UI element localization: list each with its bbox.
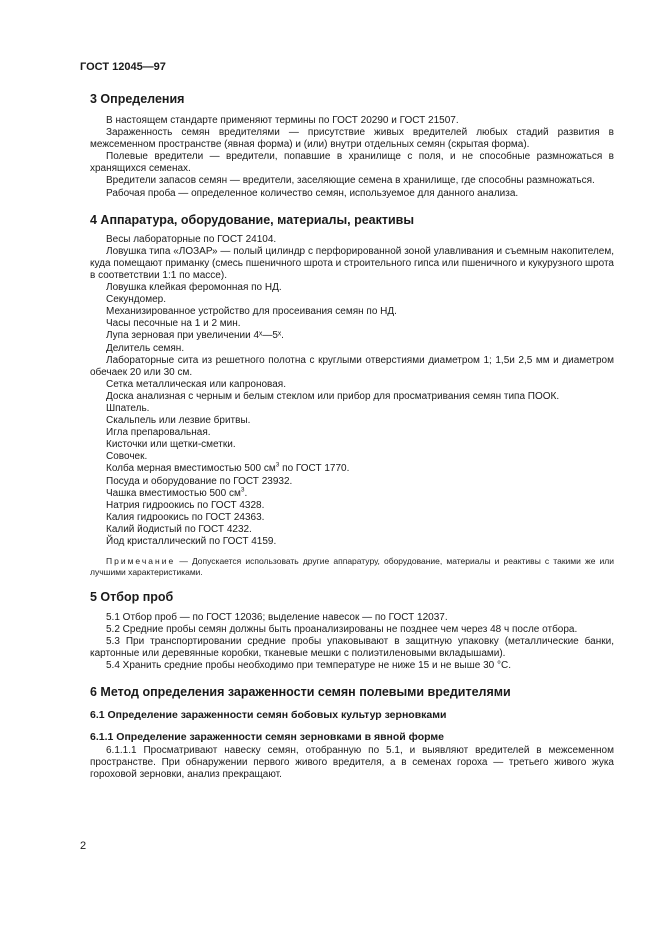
s3-paragraph: Вредители запасов семян — вредители, заселяющие семена в хранилище, где способны размножаться. — [106, 175, 595, 187]
s4-item: Секундомер. — [106, 294, 166, 306]
s4-item: Лупа зерновая при увеличении 4ˣ—5ˣ. — [106, 330, 284, 342]
chashka-text: Чашка вместимостью 500 см — [106, 487, 241, 499]
section-3-heading: 3 Определения — [90, 92, 185, 106]
s4-item: Делитель семян. — [106, 342, 185, 354]
kolba-text: Колба мерная вместимостью 500 см — [106, 463, 276, 475]
s5-paragraph: 5.3 При транспортировании средние пробы упаковывают в защитную упаковку (металлические банки, картонные или деревянные коробки, тканевые мешки с полиэтиленовыми вкладышами). — [90, 636, 614, 660]
section-6-heading: 6 Метод определения зараженности семян полевыми вредителями — [90, 684, 511, 699]
s4-item: Шпатель. — [106, 402, 150, 414]
subsection-6-1-heading: 6.1 Определение зараженности семян бобовых культур зерновками — [90, 708, 447, 721]
s4-item: Игла препаровальная. — [106, 427, 211, 439]
s4-item: Доска анализная с черным и белым стеклом или прибор для просматривания семян типа ПООК. — [106, 390, 560, 402]
s3-paragraph: В настоящем стандарте применяют термины по ГОСТ 20290 и ГОСТ 21507. — [106, 115, 459, 126]
section-4-heading: 4 Аппаратура, оборудование, материалы, реактивы — [90, 212, 415, 227]
s4-item: Лабораторные сита из решетного полотна с круглыми отверстиями диаметром 1; 1,5и 2,5 мм и диаметром обечаек 20 или 30 см. — [90, 354, 614, 378]
s4-item: Посуда и оборудование по ГОСТ 23932. — [106, 475, 293, 487]
s4-item: Совочек. — [106, 451, 148, 463]
s3-paragraph: Зараженность семян вредителями — присутствие живых вредителей любых стадий развития в межсеменном пространстве (явная форма) и (или) внутри отдельных семян (скрытая форма). — [90, 127, 614, 151]
s4-item: Кисточки или щетки-сметки. — [106, 439, 236, 451]
s4-item: Сетка металлическая или капроновая. — [106, 378, 286, 390]
s4-item: Часы песочные на 1 и 2 мин. — [106, 318, 241, 330]
s4-note — [90, 556, 614, 578]
s4-item: Йод кристаллический по ГОСТ 4159. — [106, 536, 277, 547]
document-header: ГОСТ 12045—97 — [80, 61, 166, 73]
s4-item: Калия гидроокись по ГОСТ 24363. — [106, 511, 265, 523]
s3-paragraph: Рабочая проба — определенное количество семян, используемое для данного анализа. — [106, 187, 519, 199]
s4-item: Ловушка клейкая феромонная по НД. — [106, 282, 282, 294]
s3-paragraph: Полевые вредители — вредители, попавшие в хранилище с поля, и не способные размножаться в хранящихся семенах. — [90, 151, 614, 175]
kolba-text-end: по ГОСТ 1770. — [279, 463, 350, 475]
subsection-6-1-1-heading: 6.1.1 Определение зараженности семян зерновками в явной форме — [90, 730, 444, 743]
kolba-sup: 3 — [275, 462, 280, 470]
chashka-sup: 3 — [240, 486, 245, 494]
s4-item: Скальпель или лезвие бритвы. — [106, 415, 251, 427]
s5-paragraph: 5.2 Средние пробы семян должны быть проанализированы не позднее чем через 48 ч после отбора. — [106, 624, 578, 636]
s4-item: Весы лабораторные по ГОСТ 24104. — [106, 233, 277, 245]
section-5-heading: 5 Отбор проб — [90, 590, 174, 605]
s4-item: Натрия гидроокись по ГОСТ 4328. — [106, 499, 265, 511]
note-label: Примечание — [106, 556, 176, 567]
s4-item: Механизированное устройство для просеивания семян по НД. — [106, 306, 397, 318]
s4-item-kolba — [90, 463, 614, 475]
note-text: — Допускается использовать другие аппаратуру, оборудование, материалы и реактивы с такими же или лучшими характеристиками. — [90, 556, 614, 578]
s5-paragraph: 5.1 Отбор проб — по ГОСТ 12036; выделение навесок — по ГОСТ 12037. — [106, 612, 448, 624]
page-number: 2 — [80, 840, 87, 852]
chashka-text-end: . — [244, 487, 248, 499]
s4-item: Ловушка типа «ЛОЗАР» — полый цилиндр с перфорированной зоной улавливания и съемным накопителем, куда помещают приманку (смесь пшеничного шрота и строительного гипса или пшеничного и кукурузного шрота в соответствии 1:1 по массе). — [90, 245, 614, 281]
s6-paragraph: 6.1.1.1 Просматривают навеску семян, отобранную по 5.1, и выявляют вредителей в межсеменном пространстве. При обнаружении первого живого вредителя, а в семенах гороха — третьего живого жука гороховой зерновки, анализ прекращают. — [90, 744, 614, 780]
s5-paragraph: 5.4 Хранить средние пробы необходимо при температуре не ниже 15 и не выше 30 °С. — [106, 660, 511, 672]
s4-item-chashka — [90, 488, 614, 500]
document-body — [90, 91, 614, 781]
s4-item: Калий йодистый по ГОСТ 4232. — [106, 523, 252, 535]
